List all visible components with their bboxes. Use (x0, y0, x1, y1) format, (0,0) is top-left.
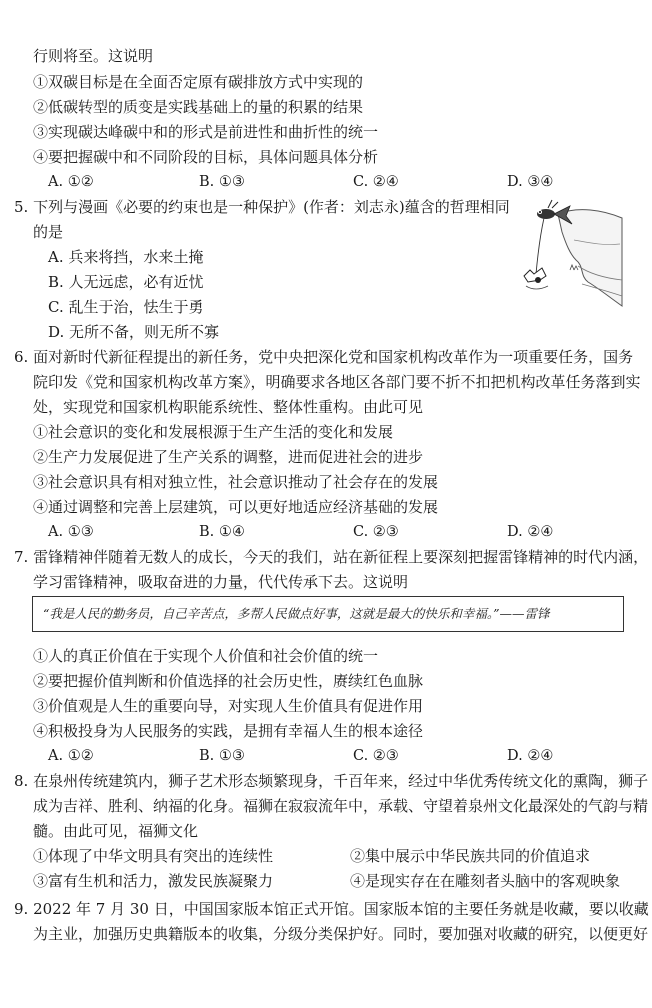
q7-statement-4: ④积极投身为人民服务的实践，是拥有幸福人生的根本途径 (33, 722, 424, 740)
fish-kite-icon (537, 200, 572, 224)
q6-option-b[interactable]: B. ①④ (199, 524, 245, 540)
q7-statement-1: ①人的真正价值在于实现个人价值和社会价值的统一 (33, 647, 379, 665)
q4-option-b[interactable]: B. ①③ (199, 174, 245, 190)
q7-stem-line-2: 学习雷锋精神，吸取奋进的力量，代代传承下去。这说明 (33, 573, 409, 591)
q6-option-d[interactable]: D. ②④ (507, 524, 554, 540)
q7-option-a[interactable]: A. ①② (48, 748, 94, 764)
q4-option-a[interactable]: A. ①② (48, 174, 94, 190)
q4-statement-1: ①双碳目标是在全面否定原有碳排放方式中实现的 (33, 73, 364, 91)
q5-option-a[interactable]: A. 兵来将挡，水来土掩 (48, 248, 204, 266)
q5-option-d[interactable]: D. 无所不备，则无所不寡 (48, 323, 220, 341)
q5-option-b[interactable]: B. 人无远虑，必有近忧 (48, 273, 204, 291)
q6-option-c[interactable]: C. ②③ (353, 524, 399, 540)
q6-option-a[interactable]: A. ①③ (48, 524, 94, 540)
q8-statement-2: ②集中展示中华民族共同的价值追求 (350, 847, 591, 865)
q4-option-d[interactable]: D. ③④ (507, 174, 554, 190)
q6-stem-line-1: 6. 面对新时代新征程提出的新任务，党中央把深化党和国家机构改革作为一项重要任务，国务 (14, 348, 634, 366)
q8-stem-line-3: 髓。由此可见，福狮文化 (33, 822, 199, 840)
quote-box (32, 596, 624, 632)
q4-statement-3: ③实现碳达峰碳中和的形式是前进性和曲折性的统一 (33, 123, 379, 141)
q5-stem-line-1: 5. 下列与漫画《必要的约束也是一种保护》(作者：刘志永)蕴含的哲理相同 (14, 198, 510, 216)
q6-statement-4: ④通过调整和完善上层建筑，可以更好地适应经济基础的发展 (33, 498, 439, 516)
q6-stem-line-3: 处，实现党和国家机构职能系统性、整体性重构。由此可见 (33, 398, 424, 416)
cartoon-illustration (518, 196, 624, 308)
q8-statement-4: ④是现实存在在雕刻者头脑中的客观映象 (350, 872, 621, 890)
q7-option-b[interactable]: B. ①③ (199, 748, 245, 764)
q8-statement-1: ①体现了中华文明具有突出的连续性 (33, 847, 274, 865)
q8-stem-line-2: 成为吉祥、胜利、纳福的化身。福狮在寂寂流年中，承载、守望着泉州文化最深处的气韵与精 (33, 797, 649, 815)
q7-option-c[interactable]: C. ②③ (353, 748, 399, 764)
q9-stem-line-2: 为主业，加强历史典籍版本的收集，分级分类保护好。同时，要加强对收藏的研究，以便更好 (33, 925, 649, 943)
q4-statement-4: ④要把握碳中和不同阶段的目标，具体问题具体分析 (33, 148, 379, 166)
q8-stem-line-1: 8. 在泉州传统建筑内，狮子艺术形态频繁现身，千百年来，经过中华优秀传统文化的熏陶，狮子 (14, 772, 649, 790)
q4-option-c[interactable]: C. ②④ (353, 174, 399, 190)
q4-statement-2: ②低碳转型的质变是实践基础上的量的积累的结果 (33, 98, 364, 116)
q6-statement-1: ①社会意识的变化和发展根源于生产生活的变化和发展 (33, 423, 394, 441)
q6-stem-line-2: 院印发《党和国家机构改革方案》，明确要求各地区各部门要不折不扣把机构改革任务落到实 (33, 373, 641, 391)
q8-statement-3: ③富有生机和活力，激发民族凝聚力 (33, 872, 274, 890)
q4-stem-continuation: 行则将至。这说明 (33, 47, 154, 65)
q9-stem-line-1: 9. 2022 年 7 月 30 日，中国国家版本馆正式开馆。国家版本馆的主要任务就是收藏，要以收藏 (14, 900, 649, 918)
q5-option-c[interactable]: C. 乱生于治，怯生于勇 (48, 298, 204, 316)
q7-statement-2: ②要把握价值判断和价值选择的社会历史性，赓续红色血脉 (33, 672, 424, 690)
q5-stem-line-2: 的是 (33, 223, 64, 241)
q7-statement-3: ③价值观是人生的重要向导，对实现人生价值具有促进作用 (33, 697, 424, 715)
q6-statement-3: ③社会意识具有相对独立性，社会意识推动了社会存在的发展 (33, 473, 439, 491)
q7-stem-line-1: 7. 雷锋精神伴随着无数人的成长，今天的我们，站在新征程上要深刻把握雷锋精神的时代内涵， (14, 548, 649, 566)
lei-feng-quote: “我是人民的勤务员，自己辛苦点，多帮人民做点好事，这就是最大的快乐和幸福。”——雷锋 (43, 606, 550, 621)
q7-option-d[interactable]: D. ②④ (507, 748, 554, 764)
q6-statement-2: ②生产力发展促进了生产关系的调整，进而促进社会的进步 (33, 448, 424, 466)
